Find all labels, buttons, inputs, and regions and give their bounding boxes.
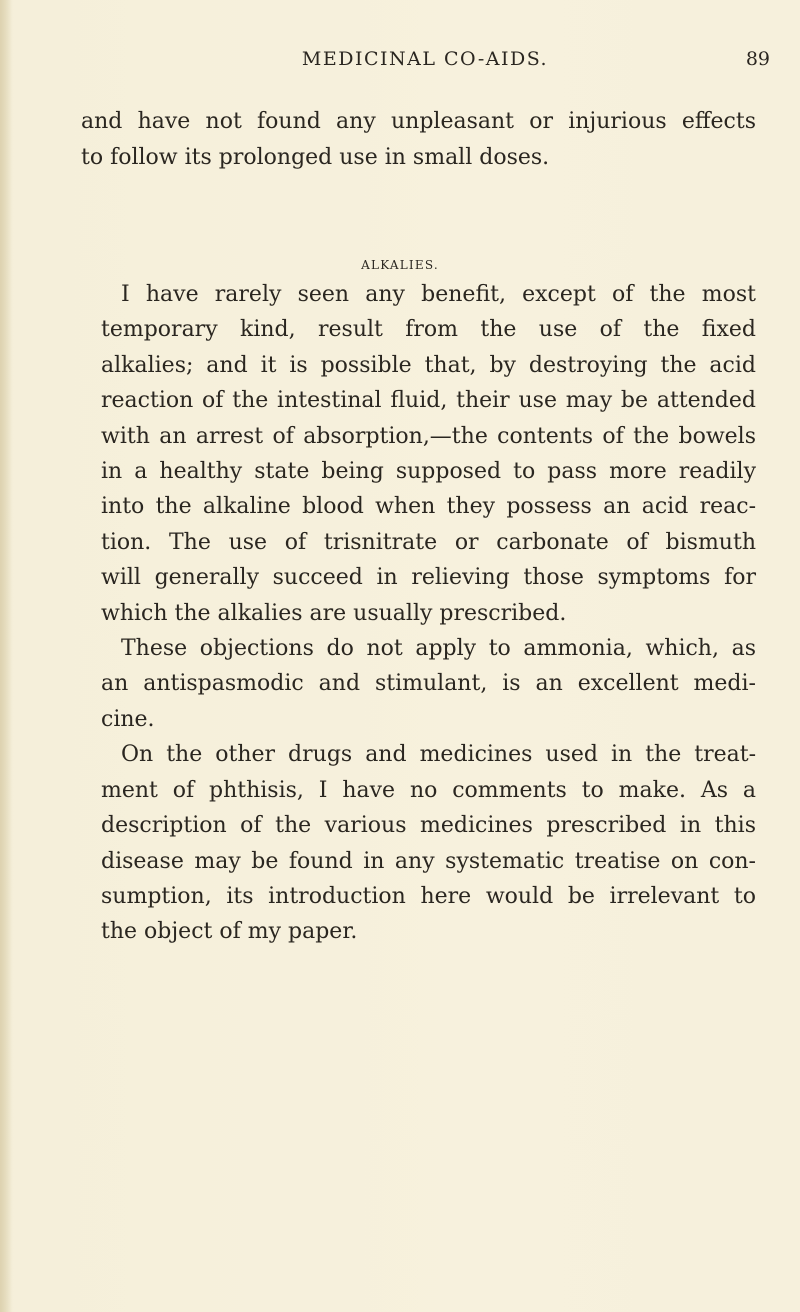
running-head	[80, 48, 770, 78]
text-line: into the alkaline blood when they possess an acid reac-	[101, 494, 756, 520]
text-line: with an arrest of absorption,—the contents of the bowels	[101, 423, 756, 449]
paragraph	[81, 631, 756, 737]
text-line: tion. The use of trisnitrate or carbonate of bismuth	[101, 529, 756, 555]
text-line: an antispasmodic and stimulant, is an excellent medi-	[101, 671, 756, 697]
text-line: the object of my paper.	[101, 919, 358, 945]
section-heading: ALKALIES.	[361, 258, 439, 272]
text-line: temporary kind, result from the use of the fixed	[101, 317, 756, 343]
text-line: reaction of the intestinal fluid, their use may be attended	[101, 388, 756, 414]
text-line: and have not found any unpleasant or injurious effects	[81, 109, 756, 134]
page-gutter-shadow	[0, 0, 12, 1312]
text-line: to follow its prolonged use in small doses.	[81, 144, 550, 170]
text-line: description of the various medicines prescribed in this	[101, 813, 756, 839]
text-line: disease may be found in any systematic treatise on con-	[101, 848, 756, 874]
body-text	[81, 277, 756, 950]
text-line: in a healthy state being supposed to pass more readily	[101, 459, 756, 485]
text-line: ment of phthisis, I have no comments to make. As a	[101, 777, 756, 803]
text-line: will generally succeed in relieving those symptoms for	[101, 565, 756, 591]
text-line: These objections do not apply to ammonia, which, as	[121, 636, 756, 662]
opening-paragraph	[81, 104, 756, 175]
running-title: MEDICINAL CO-AIDS.	[301, 48, 549, 70]
paragraph	[81, 277, 756, 631]
page-number: 89	[745, 48, 770, 70]
text-line: I have rarely seen any benefit, except of the most	[121, 282, 756, 307]
text-line: On the other drugs and medicines used in the treat-	[121, 742, 756, 768]
text-line: cine.	[101, 706, 155, 732]
text-line: alkalies; and it is possible that, by destroying the acid	[101, 352, 756, 378]
text-line: which the alkalies are usually prescribed.	[101, 600, 567, 626]
text-line: sumption, its introduction here would be irrelevant to	[101, 883, 756, 909]
paragraph	[81, 737, 756, 949]
